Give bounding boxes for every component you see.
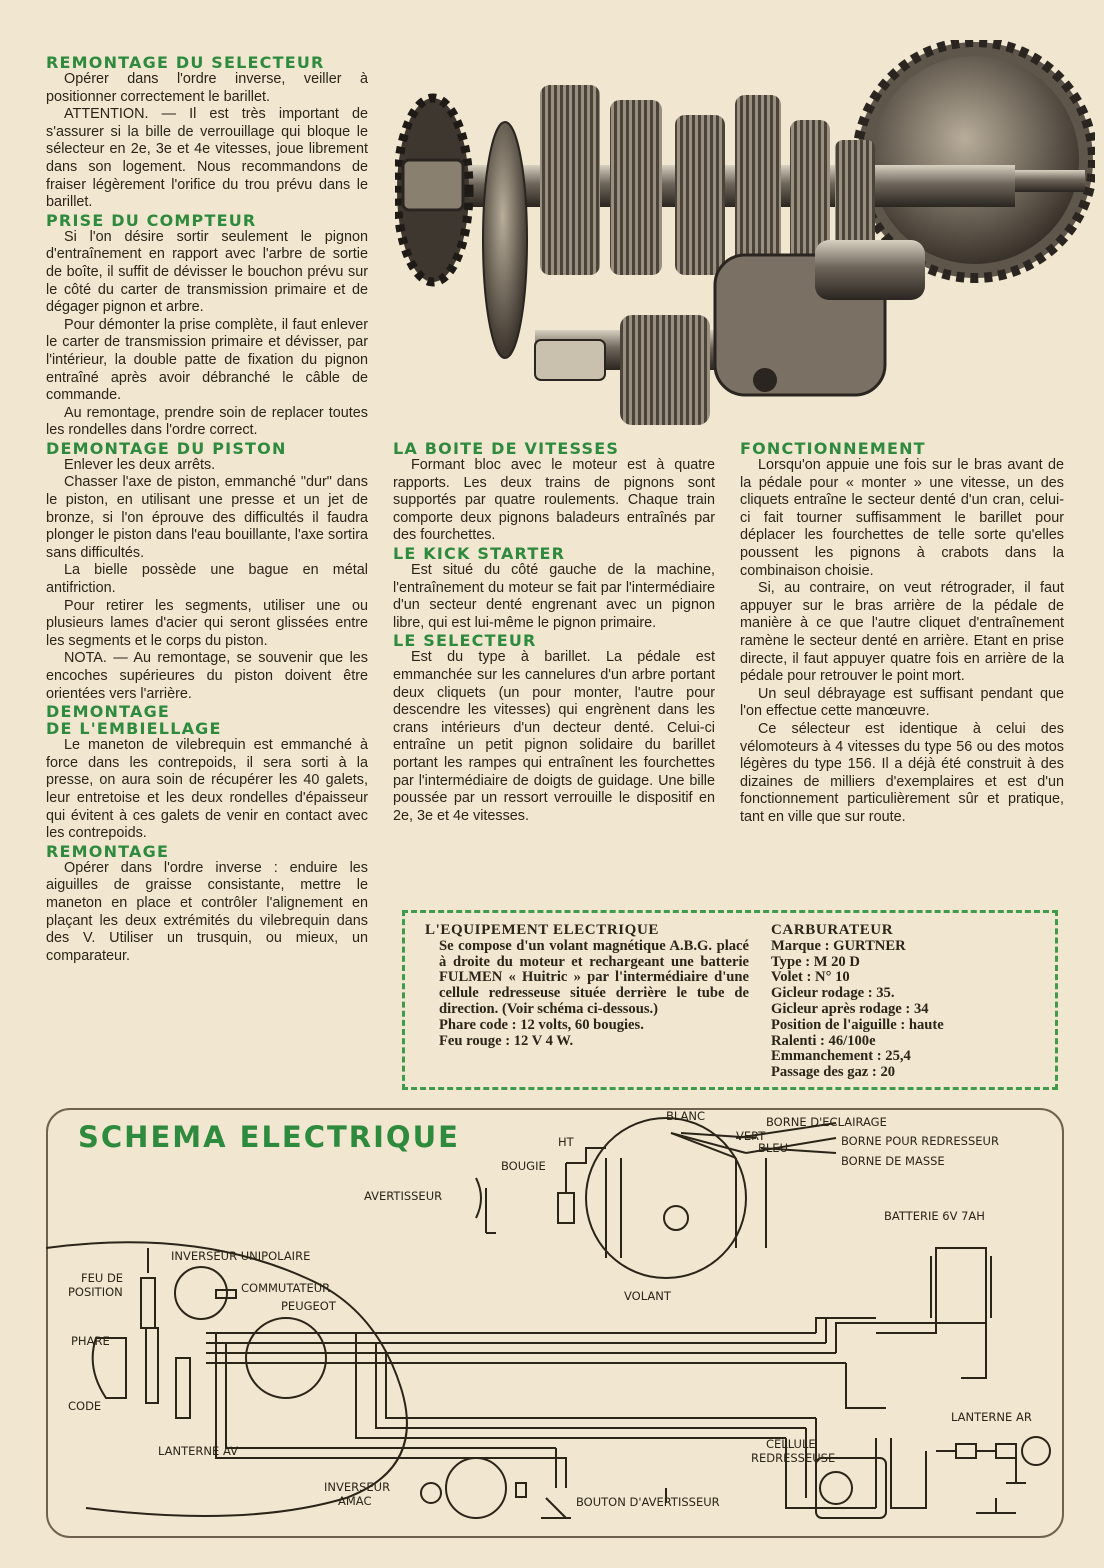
carburateur-line: Volet : N° 10 (771, 969, 850, 986)
label-peugeot: PEUGEOT (281, 1299, 336, 1313)
label-phare: PHARE (71, 1334, 110, 1348)
label-commutateur: COMMUTATEUR (241, 1281, 331, 1295)
label-bougie: BOUGIE (501, 1159, 546, 1173)
section-heading: REMONTAGE (46, 841, 170, 861)
carburateur-title: CARBURATEUR (771, 922, 894, 938)
paragraph: ATTENTION. — Il est très important de s'assurer si la bille de verrouillage qui bloque le sélecteur en 2e, 3e et 4e vitesses, joue librement dans son logement. Nous recommandons de fraiser légèrement l'orifice du trou prévu dans le barillet. (46, 106, 368, 211)
paragraph: Le maneton de vilebrequin est emmanché à force dans les contrepoids, il sera sorti à la presse, on aura soin de récupérer les 40 galets, leur entretoise et les deux rondelles d'épaisseur qui évitent à ces galets de venir en contact avec les contrepoids. (46, 737, 368, 842)
wiring-diagram (46, 1108, 1064, 1538)
label-cellule: CELLULE (766, 1437, 816, 1451)
schema-title: SCHEMA ELECTRIQUE (78, 1120, 460, 1154)
paragraph: Si, au contraire, on veut rétrograder, il faut appuyer sur le bras arrière de la pédale de manière à ce que l'autre cliquet d'entraînement ramène le secteur denté en arrière. Etant en prise directe, il faut appuyer quatre fois en arrière de la pédale pour retrouver le point mort. (740, 580, 1064, 685)
paragraph: Un seul débrayage est suffisant pendant que l'on effectue cette manœuvre. (740, 685, 1064, 720)
carburateur-line: Ralenti : 46/100e (771, 1032, 876, 1049)
text-column-3 (740, 440, 1064, 826)
text-column-2 (393, 440, 715, 825)
paragraph: Lorsqu'on appuie une fois sur le bras avant de la pédale pour « monter » une vitesse, un des cliquets entraîne le secteur denté d'un cran, celui-ci fait tourner suffisamment le barillet pour déplacer les fourchettes de telle sorte qu'elles poussent les pignons à crabots dans la combinaison choisie. (740, 457, 1064, 579)
paragraph: Est situé du côté gauche de la machine, l'entraînement du moteur se fait par l'intermédiaire d'un secteur denté engrenant avec un pignon libre, qui est lui-même le pignon primaire. (393, 561, 715, 631)
equipment-phare: Phare code : 12 volts, 60 bougies. (439, 1016, 644, 1033)
section-heading: LA BOITE DE VITESSES (393, 439, 620, 458)
section-heading: PRISE DU COMPTEUR (46, 210, 257, 230)
paragraph: Si l'on désire sortir seulement le pignon d'entraînement en rapport avec l'arbre de sortie de boîte, il suffit de dévisser le bouchon prévu sur le côté du carter de transmission primaire et de dégager pignon et arbre. (46, 228, 368, 316)
equipment-body: Se compose d'un volant magnétique A.B.G. placé à droite du moteur et rechargeant une batterie FULMEN « Huitric » par l'intermédiaire d'une cellule redresseuse située derrière le tube de direction. (Voir schéma ci-dessous.) (439, 937, 749, 1017)
equipment-section (425, 923, 749, 1049)
paragraph: Est du type à barillet. La pédale est emmanchée sur les cannelures d'un arbre portant deux cliquets (un pour monter, l'autre pour descendre les vitesses) qui engrènent dans les crans intérieurs d'un decteur denté. Celui-ci entraîne un petit pignon solidaire du barillet portant les rampes qui entraînent les fourchettes par l'intermédiaire de doigts de guidage. Une bille poussée par un ressort verrouille le dispositif en 2e, 3e et 4e vitesses. (393, 649, 715, 824)
label-lanterne-ar: LANTERNE AR (951, 1410, 1032, 1424)
label-feu-de: FEU DE (81, 1271, 124, 1285)
equipment-feu: Feu rouge : 12 V 4 W. (439, 1032, 574, 1049)
paragraph: Ce sélecteur est identique à celui des vélomoteurs à 4 vitesses du type 56 ou des motos légères du type 156. Il a déjà été construit à des dizaines de milliers d'exemplaires et est d'un fonctionnement particulièrement sûr et pratique, tant en ville que sur route. (740, 720, 1064, 825)
label-borne-eclairage: BORNE D'ECLAIRAGE (766, 1115, 887, 1129)
carburateur-line: Gicleur après rodage : 34 (771, 1000, 929, 1017)
label-redresseuse: REDRESSEUSE (751, 1451, 836, 1465)
section-heading: REMONTAGE DU SELECTEUR (46, 53, 325, 72)
carburateur-line: Type : M 20 D (771, 953, 860, 970)
label-borne-redresseur: BORNE POUR REDRESSEUR (841, 1134, 999, 1148)
label-bouton: BOUTON D'AVERTISSEUR (576, 1495, 720, 1509)
carburateur-line: Gicleur rodage : 35. (771, 985, 895, 1002)
section-heading: LE SELECTEUR (393, 631, 537, 651)
label-blanc: BLANC (666, 1109, 706, 1123)
section-heading: DEMONTAGE (46, 702, 171, 722)
label-inverseur-unipolaire: INVERSEUR UNIPOLAIRE (171, 1249, 311, 1263)
label-amac: AMAC (338, 1494, 372, 1508)
paragraph: Au remontage, prendre soin de replacer toutes les rondelles dans l'ordre correct. (46, 404, 368, 439)
carburateur-line: Passage des gaz : 20 (771, 1064, 896, 1081)
paragraph: Pour retirer les segments, utiliser une ou plusieurs lames d'acier qui seront glissées entre les segments et le corps du piston. (46, 597, 368, 649)
carburateur-section (771, 923, 1041, 1081)
label-inverseur: INVERSEUR (324, 1480, 391, 1494)
paragraph: Opérer dans l'ordre inverse : enduire les aiguilles de graisse consistante, mettre le maneton en place et contrôler l'alignement en plaçant les deux extrémités du vilebrequin dans des V. Utiliser un trusquin, ou mieux, un comparateur. (46, 859, 368, 964)
label-position: POSITION (68, 1285, 123, 1299)
label-batterie: BATTERIE 6V 7AH (884, 1209, 985, 1223)
section-heading: FONCTIONNEMENT (740, 439, 926, 458)
carburateur-line: Position de l'aiguille : haute (771, 1016, 944, 1033)
section-heading: DEMONTAGE DU PISTON (46, 438, 287, 458)
label-borne-masse: BORNE DE MASSE (841, 1154, 945, 1168)
equipment-title: L'EQUIPEMENT ELECTRIQUE (425, 922, 659, 938)
carburateur-line: Marque : GURTNER (771, 937, 906, 954)
paragraph: Opérer dans l'ordre inverse, veiller à positionner correctement le barillet. (46, 71, 368, 105)
paragraph: Pour démonter la prise complète, il faut enlever le carter de transmission primaire et dévisser, par l'intérieur, la double patte de fixation du pignon entraîné après avoir débranché le câble de commande. (46, 316, 368, 404)
label-lanterne-av: LANTERNE AV (158, 1444, 238, 1458)
tech-specs-box (402, 910, 1058, 1090)
paragraph: NOTA. — Au remontage, se souvenir que les encoches supérieures du piston doivent être orientées vers l'arrière. (46, 650, 368, 702)
paragraph: Formant bloc avec le moteur est à quatre rapports. Les deux trains de pignons sont supportés par quatre roulements. Chaque train comporte deux pignons baladeurs entraînés par des fourchettes. (393, 457, 715, 544)
paragraph: Chasser l'axe de piston, emmanché "dur" dans le piston, en utilisant une presse et un jet de bronze, si l'on éprouve des difficultés il faudra plonger le piston dans l'eau bouillante, l'axe sortira sans difficultés. (46, 474, 368, 561)
label-volant: VOLANT (624, 1289, 671, 1303)
label-code: CODE (68, 1399, 102, 1413)
paragraph: Enlever les deux arrêts. (64, 456, 216, 473)
gearbox-photo (395, 40, 1095, 435)
label-bleu: BLEU (758, 1141, 788, 1155)
carburateur-line: Emmanchement : 25,4 (771, 1048, 911, 1065)
label-avertisseur: AVERTISSEUR (364, 1189, 443, 1203)
label-ht: HT (558, 1135, 574, 1149)
text-column-1 (46, 54, 368, 965)
paragraph: La bielle possède une bague en métal antifriction. (46, 562, 368, 597)
section-heading: DE L'EMBIELLAGE (46, 719, 222, 739)
label-vert: VERT (736, 1129, 766, 1143)
section-heading: LE KICK STARTER (393, 543, 566, 563)
